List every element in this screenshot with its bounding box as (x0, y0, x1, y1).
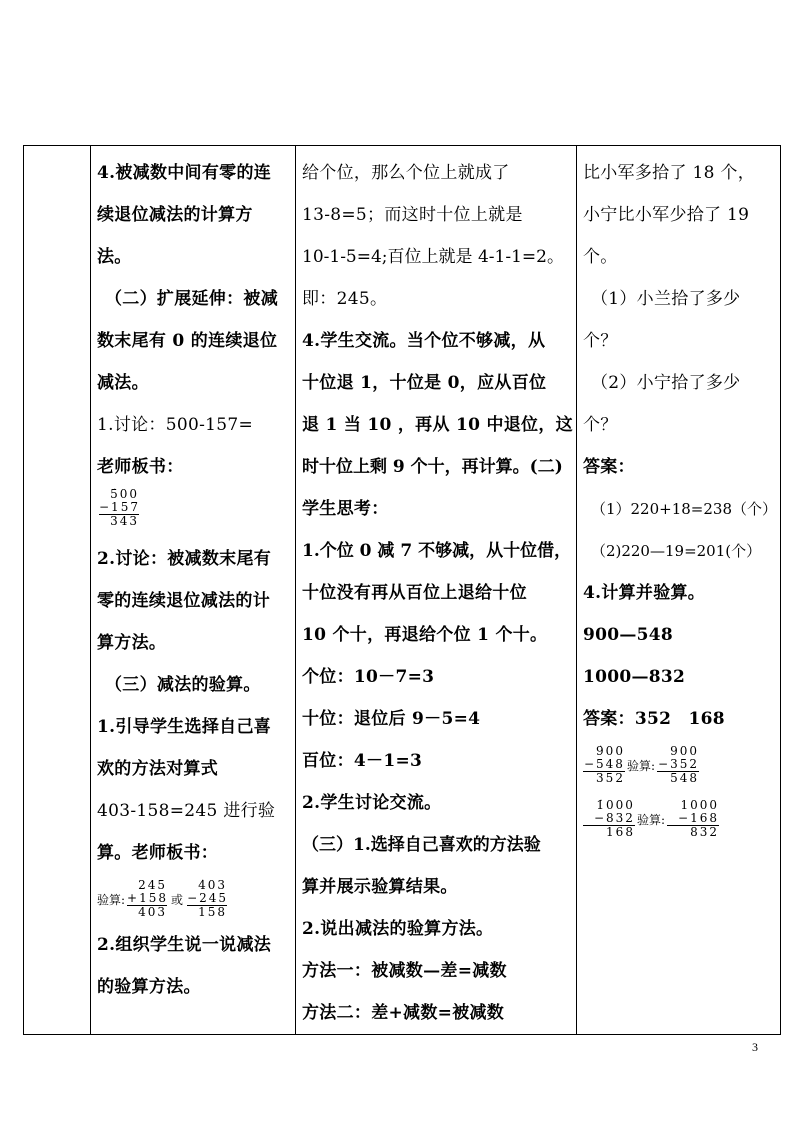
calc-label: 验算: (636, 812, 665, 827)
text-line: 4.计算并验算。 (582, 583, 706, 603)
text-line: 欢的方法对算式 (97, 759, 219, 779)
text-line: 2.说出减法的验算方法。 (302, 919, 494, 939)
calc-or: 或 (171, 892, 184, 907)
text-line: 答案：352 168 (582, 709, 725, 729)
text-line: 十位没有再从百位上退给十位 (302, 583, 527, 603)
text-line: 1000—832 (582, 667, 686, 687)
text-line: 403-158=245 进行验 (97, 801, 276, 821)
text-line: 个位：10－7=3 (302, 667, 435, 687)
text-line: 百位：4－1=3 (302, 751, 423, 771)
calc-line: −548 (583, 757, 625, 771)
verification-calculation-1000-832 (583, 794, 777, 844)
text-line: 时十位上剩 9 个十，再计算。(二) (302, 457, 563, 477)
text-line: 十位退 1，十位是 0，应从百位 (302, 373, 547, 393)
calc-subtrahend: −157 (99, 500, 140, 514)
lesson-table (23, 145, 781, 1035)
text-line: 算并展示验算结果。 (302, 877, 458, 897)
text-line: 1.个位 0 减 7 不够减，从十位借， (302, 541, 572, 561)
calc-line: 1̇000 (596, 798, 635, 812)
calc-check (657, 745, 699, 785)
exercise-column (576, 146, 780, 1035)
calc-line: 168 (583, 825, 635, 839)
calc-line: 352 (583, 771, 625, 785)
calc-line: 900 (670, 744, 699, 758)
verification-calculation-900-548 (583, 740, 777, 790)
calc-line: −168 (678, 811, 719, 825)
text-line: 算方法。 (97, 633, 167, 653)
text-line: 减法。 (97, 373, 149, 393)
text-line: 个。 (582, 247, 618, 267)
teacher-activity-column (91, 146, 296, 1035)
calc-line: −352 (658, 757, 699, 771)
verification-calculation-403-158 (97, 874, 292, 924)
text-line: 的验算方法。 (97, 977, 201, 997)
calc-label: 验算: (97, 892, 126, 907)
text-line: 4.被减数中间有零的连 (97, 163, 272, 183)
calc-line: −832 (593, 811, 635, 825)
text-line: （三）1.选择自己喜欢的方法验 (302, 835, 541, 855)
text-line: 老师板书： (97, 457, 184, 477)
text-line: 1.讨论：500-157= (97, 415, 254, 435)
calc-line: 245 (138, 878, 168, 892)
text-line: 续退位减法的计算方 (97, 205, 253, 225)
text-line: 900—548 (582, 625, 674, 645)
text-line: 十位：退位后 9－5=4 (302, 709, 481, 729)
text-line: 1.引导学生选择自己喜 (97, 717, 272, 737)
calc-line: +158 (127, 891, 169, 905)
text-line: 给个位，那么个位上就成了 (302, 163, 510, 183)
empty-column (24, 146, 91, 1035)
student-activity-column (296, 146, 577, 1035)
text-line: 方法一：被减数—差=减数 (302, 961, 507, 981)
calc-check (667, 799, 719, 839)
text-line: （1）小兰拾了多少 (590, 289, 741, 309)
vertical-calculation-500-157 (99, 488, 139, 538)
text-line: 2.组织学生说一说减法 (97, 935, 272, 955)
text-line: 小宁比小军少拾了 19 (582, 205, 750, 225)
calc-line: 832 (667, 825, 719, 839)
text-line: 2.讨论：被减数末尾有 (97, 549, 272, 569)
text-line: 数末尾有 0 的连续退位 (97, 331, 278, 351)
text-line: （2)220—19=201(个） (590, 542, 762, 560)
text-line: 10 个十，再退给个位 1 个十。 (302, 625, 548, 645)
text-line: 比小军多拾了 18 个， (582, 163, 755, 183)
calc-label: 验算: (626, 758, 655, 773)
calc-line: −245 (187, 891, 229, 905)
text-line: 4.学生交流。当个位不够减，从 (302, 331, 546, 351)
text-line: 法。 (97, 247, 132, 267)
calc-minuend: 5̇00 (110, 487, 139, 501)
calc-subtraction (187, 879, 227, 919)
calc-subtraction (583, 799, 635, 839)
text-line: 答案： (582, 457, 635, 477)
text-line: 算。老师板书： (97, 843, 219, 863)
calc-subtraction (583, 745, 625, 785)
page-number: 3 (752, 1040, 758, 1054)
calc-addition (127, 879, 167, 919)
calc-line: 548 (657, 771, 699, 785)
calc-line: 403 (127, 905, 167, 919)
calc-line: 158 (187, 905, 227, 919)
text-line: 个？ (582, 415, 618, 435)
calc-line: 4̇03 (198, 878, 228, 892)
calc-result: 343 (99, 514, 139, 528)
text-line: 10-1-5=4;百位上就是 4-1-1=2。 (302, 247, 564, 267)
text-line: （2）小宁拾了多少 (590, 373, 741, 393)
text-line: 即：245。 (302, 289, 388, 309)
text-line: （1）220+18=238（个） (590, 500, 777, 518)
text-line: 方法二：差+减数=被减数 (302, 1003, 505, 1023)
text-line: 退 1 当 10 ，再从 10 中退位，这 (302, 415, 573, 435)
calc-line: 1000 (680, 798, 719, 812)
text-line: 2.学生讨论交流。 (302, 793, 442, 813)
calc-line: 9̇00 (596, 744, 625, 758)
text-line: 个？ (582, 331, 618, 351)
text-line: 零的连续退位减法的计 (97, 591, 270, 611)
text-line: 13-8=5；而这时十位上就是 (302, 205, 523, 225)
section-heading: （三）减法的验算。 (105, 675, 261, 695)
text-line: 学生思考： (302, 499, 389, 519)
section-heading: （二）扩展延伸：被减 (105, 289, 278, 309)
